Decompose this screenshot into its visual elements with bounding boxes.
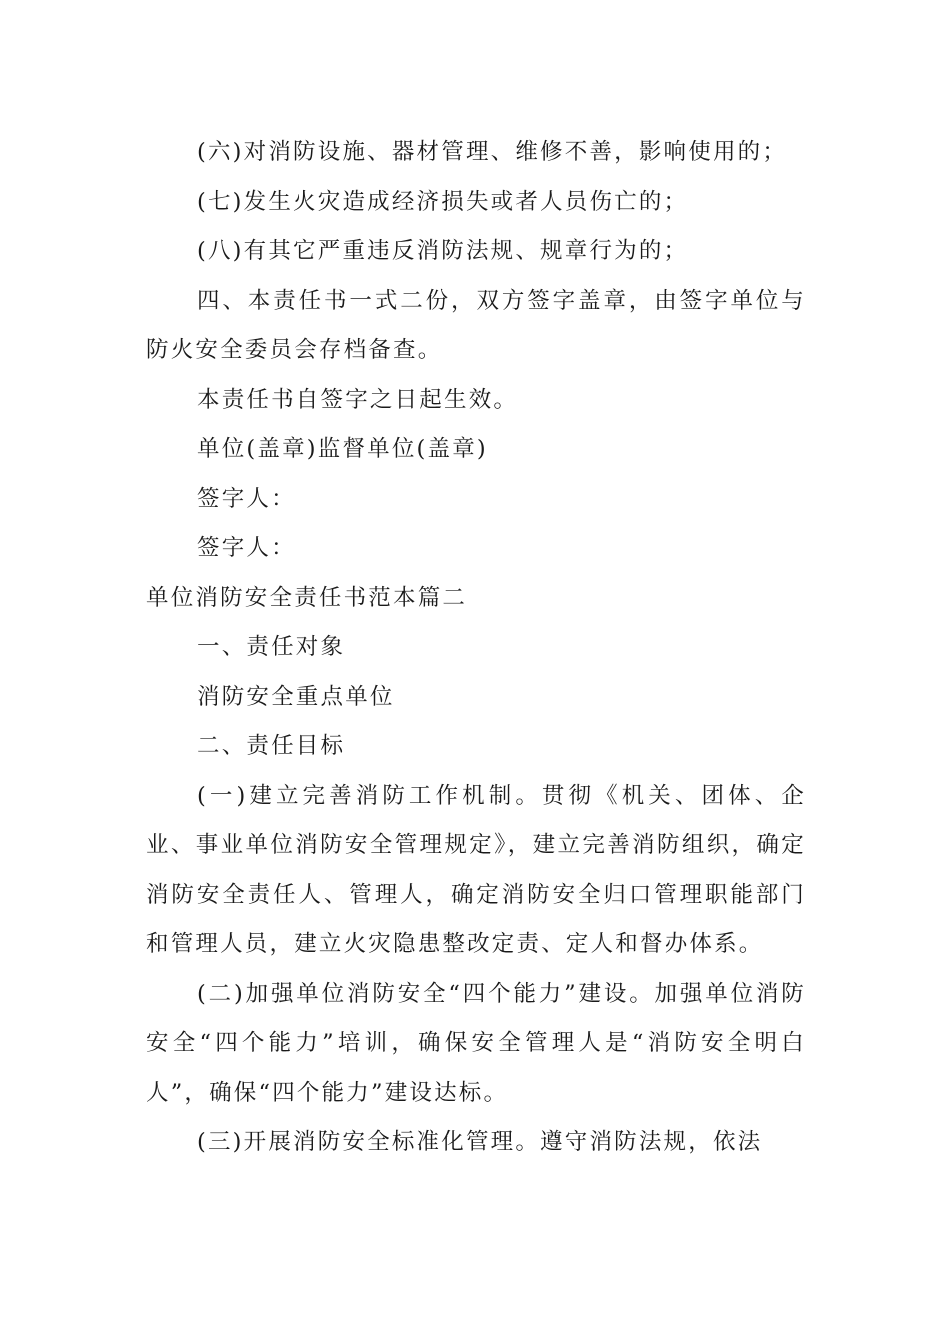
paragraph-item-8: (八)有其它严重违反消防法规、规章行为的； bbox=[197, 238, 689, 264]
paragraph-copies-clause: 四、本责任书一式二份，双方签字盖章，由签字单位与防火安全委员会存档备查。 bbox=[146, 287, 806, 363]
heading-responsibility-object: 一、责任对象 bbox=[197, 634, 346, 660]
seal-line: 单位(盖章)监督单位(盖章) bbox=[197, 436, 488, 462]
responsibility-object-text: 消防安全重点单位 bbox=[197, 683, 395, 710]
paragraph-effective-date: 本责任书自签字之日起生效。 bbox=[197, 386, 519, 413]
goal-item-3: (三)开展消防安全标准化管理。遵守消防法规，依法 bbox=[197, 1129, 763, 1155]
section-heading: 单位消防安全责任书范本篇二 bbox=[146, 584, 468, 611]
document-body bbox=[146, 128, 806, 1168]
paragraph-item-7: (七)发生火灾造成经济损失或者人员伤亡的； bbox=[197, 188, 689, 215]
signatory-line-2: 签字人： bbox=[197, 535, 296, 561]
goal-item-1: (一)建立完善消防工作机制。贯彻《机关、团体、企业、事业单位消防安全管理规定》，建立完善消防组织，确定消防安全责任人、管理人，确定消防安全归口管理职能部门和管理人员，建立火灾隐患整改定责、定人和督办体系。 bbox=[146, 782, 806, 957]
heading-responsibility-goal: 二、责任目标 bbox=[197, 733, 346, 759]
paragraph-item-6: (六)对消防设施、器材管理、维修不善，影响使用的； bbox=[197, 139, 788, 165]
goal-item-2: (二)加强单位消防安全“四个能力”建设。加强单位消防安全“四个能力”培训，确保安全管理人是“消防安全明白人”，确保“四个能力”建设达标。 bbox=[146, 980, 806, 1106]
signatory-line-1: 签字人： bbox=[197, 485, 296, 512]
